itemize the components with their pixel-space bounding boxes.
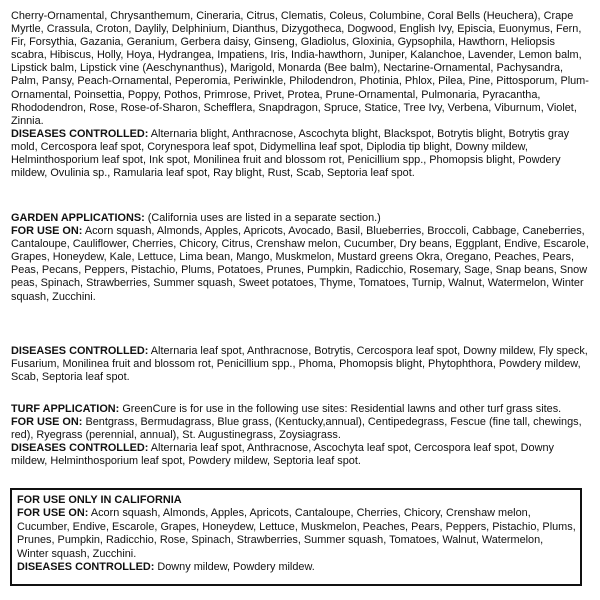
garden-diseases <box>11 345 589 384</box>
california-diseases-label: DISEASES CONTROLLED: <box>17 561 155 574</box>
garden-diseases-label: DISEASES CONTROLLED: <box>11 345 149 357</box>
garden-section <box>11 212 589 304</box>
ornamentals-section <box>11 10 589 180</box>
garden-heading: GARDEN APPLICATIONS: <box>11 212 145 224</box>
turf-diseases <box>11 442 589 468</box>
garden-use-label: FOR USE ON: <box>11 225 83 238</box>
turf-intro: GreenCure is for use in the following use sites: Residential lawns and other turf grass sites. <box>122 403 562 415</box>
turf-diseases-label: DISEASES CONTROLLED: <box>11 442 149 455</box>
california-use-label: FOR USE ON: <box>17 507 89 520</box>
california-diseases <box>17 561 576 574</box>
california-box <box>10 488 582 586</box>
california-diseases-text: Downy mildew, Powdery mildew. <box>157 561 315 574</box>
garden-diseases-section <box>11 345 589 384</box>
garden-use-text: Acorn squash, Almonds, Apples, Apricots, Avocado, Basil, Blueberries, Broccoli, Cabbage, Caneberries, Cantaloupe, Cauliflower, Cherries, Chicory, Citrus, Crenshaw melon, Cucumber, Dry beans, Eggplant, Endive, Escarole, Grapes, Honeydew, Kale, Lettuce, Lima bean, Mango, Muskmelon, Mustard greens Okra, Oregano, Peaches, Pears, Peas, Pecans, Peppers, Pistachio, Plums, Potatoes, Prunes, Pumpkin, Radicchio, Rosemary, Sage, Snap beans, Snow peas, Spinach, Strawberries, Summer squash, Sweet potatoes, Thyme, Tomatoes, Turnip, Walnut, Watermelon, Winter squash, Zucchini. <box>11 225 589 303</box>
turf-use-label: FOR USE ON: <box>11 416 83 429</box>
ornamental-diseases <box>11 128 589 180</box>
california-use-on <box>17 507 576 561</box>
ornamental-diseases-label: DISEASES CONTROLLED: <box>11 127 149 140</box>
turf-heading: TURF APPLICATION: <box>11 403 120 415</box>
california-use-text: Acorn squash, Almonds, Apples, Apricots, Cantaloupe, Cherries, Chicory, Crenshaw melon, Cucumber, Endive, Escarole, Grapes, Honeydew, Lettuce, Muskmelon, Peaches, Pears, Peppers, Pistachio, Plums, Prunes, Pumpkin, Radicchio, Rose, Spinach, Strawberries, Summer squash, Tomatoes, Walnut, Watermelon, Winter squash, Zucchini. <box>17 507 576 560</box>
turf-diseases-text: Alternaria leaf spot, Anthracnose, Ascochyta leaf spot, Cercospora leaf spot, Downy mildew, Helminthosporium leaf spot, Powdery mildew, Septoria leaf spot. <box>11 442 554 468</box>
garden-use-on <box>11 225 589 304</box>
turf-use-text: Bentgrass, Bermudagrass, Blue grass, (Kentucky,annual), Centipedegrass, Fescue (fine tall, chewings, red), Ryegrass (perennial, annual), St. Augustinegrass, Zoysiagrass. <box>11 416 582 442</box>
turf-use-on <box>11 416 589 442</box>
ornamental-plant-list: Cherry-Ornamental, Chrysanthemum, Cineraria, Citrus, Clematis, Coleus, Columbine, Coral Bells (Heuchera), Crape Myrtle, Crassula, Croton, Daylily, Delphinium, Dianthus, Dizygotheca, Dogwood, English Ivy, Episcia, Euonymus, Fern, Fir, Forsythia, Gazania, Geranium, Gerbera daisy, Ginseng, Gladiolus, Gloxinia, Gypsophila, Hawthorn, Heliopsis scabra, Hibiscus, Holly, Hoya, Hydrangea, Impatiens, Iris, India-hawthorn, Juniper, Kalanchoe, Lavender, Lemon balm, Lipstick balm, Lipstick vine (Aeschynanthus), Marigold, Monarda (Bee balm), Nectarine-Ornamental, Pachysandra, Palm, Pansy, Peach-Ornamental, Peperomia, Periwinkle, Philodendron, Photinia, Phlox, Pilea, Pine, Pittosporum, Plum-Ornamental, Poinsettia, Poppy, Pothos, Primrose, Privet, Protea, Prune-Ornamental, Pulmonaria, Pyracantha, Rhododendron, Rose, Rose-of-Sharon, Schefflera, Snapdragon, Spruce, Statice, Tree Ivy, Verbena, Viburnum, Violet, Zinnia. <box>11 10 589 127</box>
ornamental-diseases-text: Alternaria blight, Anthracnose, Ascochyta blight, Blackspot, Botrytis blight, Botrytis gray mold, Cercospora leaf spot, Corynespora leaf spot, Didymellina leaf spot, Diplodia tip blight, Downy mildew, Helminthosporium leaf spot, Ink spot, Monilinea fruit and blossom rot, Penicillium spp., Phomopsis blight, Powdery mildew, Ovulinia sp., Ramularia leaf spot, Ray blight, Rust, Scab, Septoria leaf spot. <box>11 127 570 180</box>
turf-intro-line <box>11 403 589 416</box>
garden-diseases-text: Alternaria leaf spot, Anthracnose, Botrytis, Cercospora leaf spot, Downy mildew, Fly speck, Fusarium, Monilinea fruit and blossom rot, Penicillium spp., Phoma, Phomopsis blight, Phytophthora, Powdery mildew, Scab, Septoria leaf spot. <box>11 345 588 384</box>
turf-section <box>11 403 589 468</box>
garden-heading-line <box>11 212 589 225</box>
garden-heading-note: (California uses are listed in a separate section.) <box>147 212 381 224</box>
california-title: FOR USE ONLY IN CALIFORNIA <box>17 494 182 506</box>
